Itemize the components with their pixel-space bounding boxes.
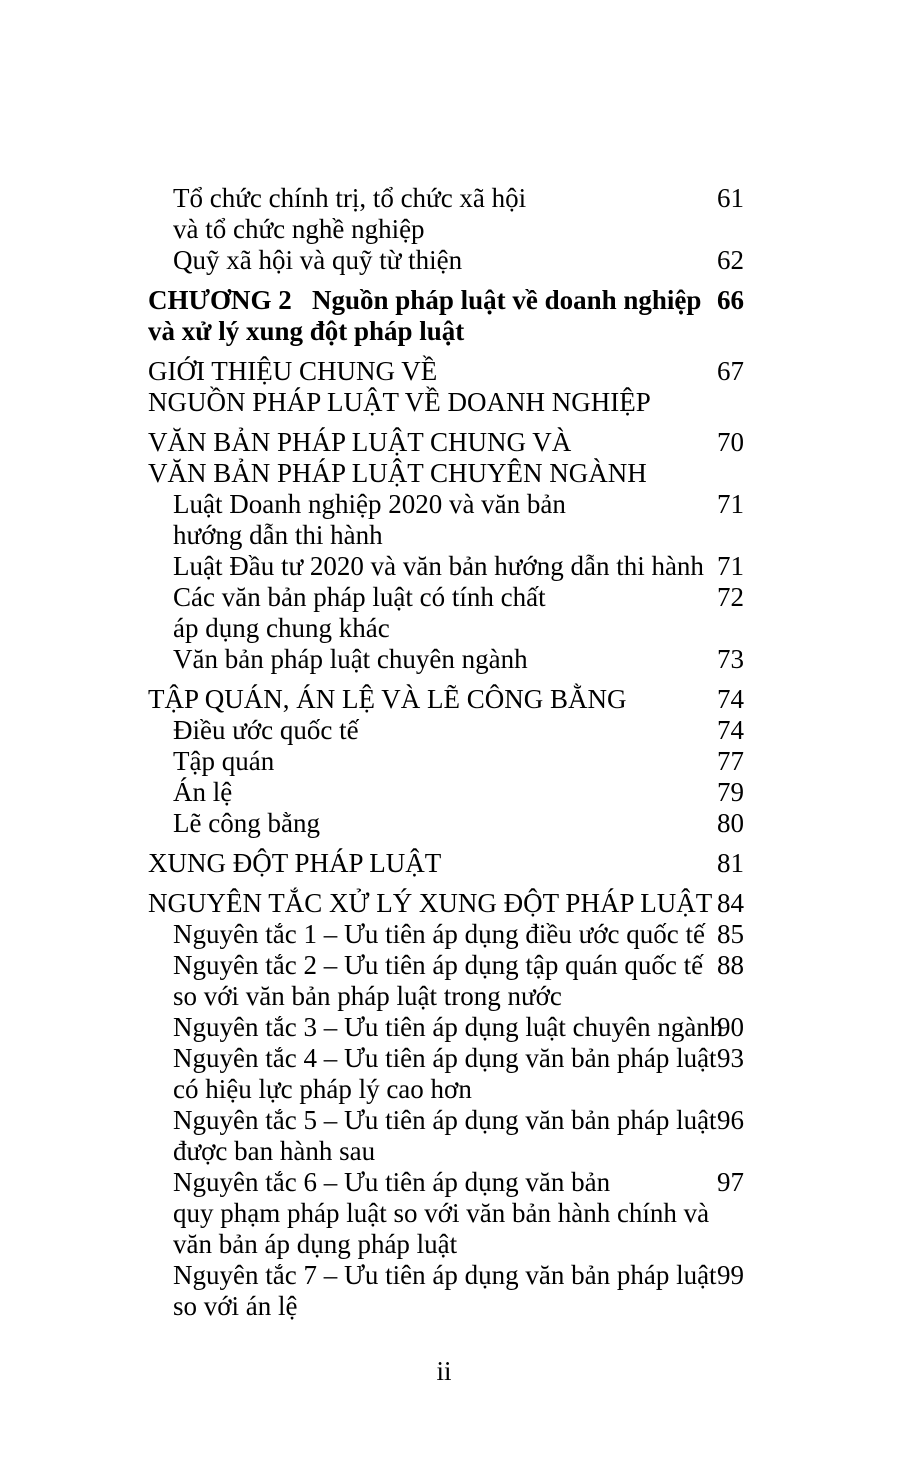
toc-entry [148,715,748,746]
toc-entry-line: Quỹ xã hội và quỹ từ thiện [173,245,463,275]
toc-entry [148,551,748,582]
chapter-title: Nguồn pháp luật về doanh nghiệp [312,285,702,315]
toc-entry-line: so với án lệ [173,1291,298,1321]
toc-entry [148,285,748,347]
toc-entry-line: Nguyên tắc 6 – Ưu tiên áp dụng văn bản [173,1167,611,1197]
toc-entry [148,489,748,551]
toc-entry-line: và xử lý xung đột pháp luật [148,316,465,346]
toc-page-number: 80 [717,808,744,838]
toc-entry [148,746,748,777]
toc-entry-line: Nguyên tắc 7 – Ưu tiên áp dụng văn bản pháp luật [173,1260,717,1290]
toc-entry-line: Nguyên tắc 3 – Ưu tiên áp dụng luật chuyên ngành [173,1012,724,1042]
toc-entry [148,1043,748,1105]
toc-entry-line: Điều ước quốc tế [173,715,359,745]
toc-page-number: 84 [717,888,744,918]
toc-entry [148,1105,748,1167]
toc-entry-line: VĂN BẢN PHÁP LUẬT CHUYÊN NGÀNH [148,458,647,488]
toc-page-number: 74 [717,715,744,745]
toc-entry [148,582,748,644]
toc-entry [148,684,748,715]
toc-entry-line: GIỚI THIỆU CHUNG VỀ [148,356,438,386]
toc-page-number: 66 [717,285,744,315]
toc-entry-line: và tổ chức nghề nghiệp [173,214,425,244]
toc-entry [148,356,748,418]
toc-entry [148,808,748,839]
toc-page-number: 71 [717,551,744,581]
toc-entry-line: NGUYÊN TẮC XỬ LÝ XUNG ĐỘT PHÁP LUẬT [148,888,713,918]
toc-entry-line: Tập quán [173,746,275,776]
toc-entry-line: Luật Đầu tư 2020 và văn bản hướng dẫn thi hành [173,551,704,581]
toc-entry-line: Văn bản pháp luật chuyên ngành [173,644,528,674]
toc-entry [148,950,748,1012]
toc-entry-line: áp dụng chung khác [173,613,390,643]
toc-page-number: 72 [717,582,744,612]
toc-entry [148,888,748,919]
toc-entry [148,777,748,808]
toc-entry-line: Các văn bản pháp luật có tính chất [173,582,546,612]
toc-page-number: 70 [717,427,744,457]
toc-page-number: 73 [717,644,744,674]
toc-entry-line: có hiệu lực pháp lý cao hơn [173,1074,472,1104]
chapter-label: CHƯƠNG 2 [148,285,292,315]
toc-page-number: 90 [717,1012,744,1042]
toc-entry [148,1260,748,1322]
toc-page-number: 96 [717,1105,744,1135]
toc-entry-line: NGUỒN PHÁP LUẬT VỀ DOANH NGHIỆP [148,387,651,417]
toc-page-number: 97 [717,1167,744,1197]
toc-entry-line: XUNG ĐỘT PHÁP LUẬT [148,848,442,878]
toc-entry-line: so với văn bản pháp luật trong nước [173,981,562,1011]
toc-page-number: 61 [717,183,744,213]
toc-page-number: 79 [717,777,744,807]
toc-page-number: 71 [717,489,744,519]
toc-entry-line: Nguyên tắc 2 – Ưu tiên áp dụng tập quán quốc tế [173,950,704,980]
page-number-footer: ii [436,1356,452,1386]
toc-page-number: 85 [717,919,744,949]
toc-entry-line: VĂN BẢN PHÁP LUẬT CHUNG VÀ [148,427,572,457]
toc-entry-line: Nguyên tắc 4 – Ưu tiên áp dụng văn bản pháp luật [173,1043,717,1073]
toc-entry-line [148,285,748,316]
toc-page-number: 88 [717,950,744,980]
table-of-contents [148,183,748,1322]
toc-page-number: 74 [717,684,744,714]
toc-page-number: 67 [717,356,744,386]
toc-entry-line: TẬP QUÁN, ÁN LỆ VÀ LẼ CÔNG BẰNG [148,684,627,714]
toc-entry-line: Tổ chức chính trị, tổ chức xã hội [173,183,527,213]
toc-entry [148,848,748,879]
toc-entry [148,1167,748,1260]
toc-entry-line: Luật Doanh nghiệp 2020 và văn bản [173,489,566,519]
toc-entry-line: được ban hành sau [173,1136,376,1166]
toc-entry-line: Án lệ [173,777,233,807]
toc-entry-line: Nguyên tắc 5 – Ưu tiên áp dụng văn bản pháp luật [173,1105,717,1135]
toc-entry [148,919,748,950]
toc-page-number: 93 [717,1043,744,1073]
toc-page-number: 62 [717,245,744,275]
toc-entry-line: quy phạm pháp luật so với văn bản hành chính và [173,1198,710,1228]
toc-entry-line: hướng dẫn thi hành [173,520,383,550]
toc-page-number: 77 [717,746,744,776]
toc-page-number: 81 [717,848,744,878]
toc-entry-line: Nguyên tắc 1 – Ưu tiên áp dụng điều ước quốc tế [173,919,705,949]
toc-entry-line: văn bản áp dụng pháp luật [173,1229,458,1259]
toc-page-number: 99 [717,1260,744,1290]
toc-entry [148,245,748,276]
toc-entry-line: Lẽ công bằng [173,808,320,838]
toc-entry [148,1012,748,1043]
toc-entry [148,427,748,489]
toc-entry [148,183,748,245]
toc-entry [148,644,748,675]
